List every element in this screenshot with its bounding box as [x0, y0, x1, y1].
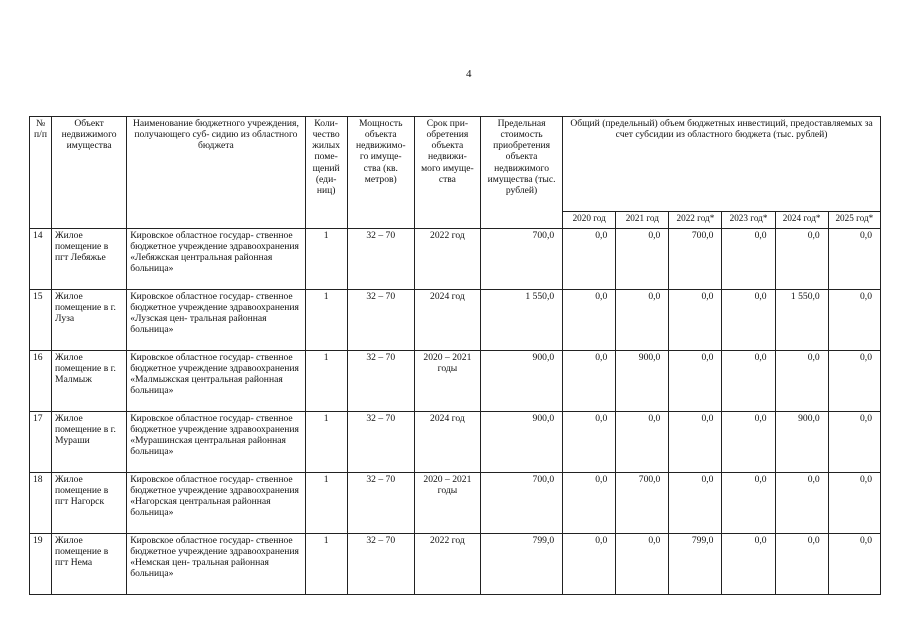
header-capacity: Мощность объекта недвижимо- го имуще- ства (кв. метров) — [347, 117, 414, 229]
cell-year-value: 0,0 — [722, 290, 775, 351]
cell-quantity: 1 — [305, 534, 347, 595]
budget-investments-table — [29, 116, 881, 595]
cell-year-value: 0,0 — [563, 351, 616, 412]
header-year: 2022 год* — [669, 212, 722, 229]
cell-year-value: 0,0 — [563, 412, 616, 473]
table-row — [30, 290, 881, 351]
cell-institution: Кировское областное государ- ственное бюджетное учреждение здравоохранения «Немская цен- тральная районная больница» — [127, 534, 305, 595]
cell-capacity: 32 – 70 — [347, 534, 414, 595]
header-year: 2020 год — [563, 212, 616, 229]
cell-num: 17 — [30, 412, 52, 473]
cell-cost: 900,0 — [480, 412, 562, 473]
cell-institution: Кировское областное государ- ственное бюджетное учреждение здравоохранения «Лебяжская центральная районная больница» — [127, 229, 305, 290]
table-row — [30, 534, 881, 595]
cell-num: 19 — [30, 534, 52, 595]
cell-institution: Кировское областное государ- ственное бюджетное учреждение здравоохранения «Мурашинская центральная районная больница» — [127, 412, 305, 473]
cell-object: Жилое помещение в г. Мураши — [52, 412, 127, 473]
cell-year-value: 0,0 — [775, 229, 828, 290]
cell-institution: Кировское областное государ- ственное бюджетное учреждение здравоохранения «Лузская цен- тральная районная больница» — [127, 290, 305, 351]
cell-year-value: 0,0 — [616, 290, 669, 351]
cell-year-value: 0,0 — [828, 229, 880, 290]
cell-object: Жилое помещение в пгт Нема — [52, 534, 127, 595]
cell-object: Жилое помещение в г. Малмыж — [52, 351, 127, 412]
cell-capacity: 32 – 70 — [347, 473, 414, 534]
cell-institution: Кировское областное государ- ственное бюджетное учреждение здравоохранения «Малмыжская центральная районная больница» — [127, 351, 305, 412]
cell-year-value: 799,0 — [669, 534, 722, 595]
table-row — [30, 412, 881, 473]
cell-year-value: 0,0 — [616, 229, 669, 290]
header-investments: Общий (предельный) объем бюджетных инвестиций, предоставляемых за счет субсидии из областного бюджета (тыс. рублей) — [563, 117, 881, 212]
header-quantity: Коли- чество жилых поме- щений (еди- ниц) — [305, 117, 347, 229]
cell-quantity: 1 — [305, 473, 347, 534]
cell-object: Жилое помещение в пгт Лебяжье — [52, 229, 127, 290]
cell-year-value: 0,0 — [828, 412, 880, 473]
cell-num: 14 — [30, 229, 52, 290]
cell-year-value: 0,0 — [669, 473, 722, 534]
cell-capacity: 32 – 70 — [347, 351, 414, 412]
cell-cost: 799,0 — [480, 534, 562, 595]
cell-cost: 1 550,0 — [480, 290, 562, 351]
cell-object: Жилое помещение в пгт Нагорск — [52, 473, 127, 534]
header-institution: Наименование бюджетного учреждения, получающего суб- сидию из областного бюджета — [127, 117, 305, 229]
cell-year-value: 0,0 — [669, 351, 722, 412]
cell-capacity: 32 – 70 — [347, 290, 414, 351]
cell-year-value: 0,0 — [722, 534, 775, 595]
cell-year-value: 0,0 — [616, 534, 669, 595]
cell-year-value: 0,0 — [775, 473, 828, 534]
cell-year-value: 0,0 — [828, 473, 880, 534]
cell-institution: Кировское областное государ- ственное бюджетное учреждение здравоохранения «Нагорская центральная районная больница» — [127, 473, 305, 534]
cell-year-value: 0,0 — [828, 351, 880, 412]
cell-year-value: 0,0 — [669, 290, 722, 351]
cell-year-value: 0,0 — [722, 229, 775, 290]
cell-term: 2022 год — [414, 534, 480, 595]
cell-quantity: 1 — [305, 290, 347, 351]
cell-num: 15 — [30, 290, 52, 351]
cell-year-value: 0,0 — [563, 473, 616, 534]
cell-year-value: 700,0 — [669, 229, 722, 290]
cell-year-value: 0,0 — [775, 351, 828, 412]
cell-year-value: 0,0 — [722, 351, 775, 412]
cell-term: 2020 – 2021 годы — [414, 351, 480, 412]
cell-year-value: 700,0 — [616, 473, 669, 534]
cell-year-value: 900,0 — [616, 351, 669, 412]
cell-year-value: 0,0 — [828, 534, 880, 595]
cell-year-value: 0,0 — [616, 412, 669, 473]
cell-year-value: 900,0 — [775, 412, 828, 473]
table-row — [30, 229, 881, 290]
header-year: 2021 год — [616, 212, 669, 229]
table-header-row — [30, 117, 881, 212]
cell-year-value: 0,0 — [722, 473, 775, 534]
cell-cost: 700,0 — [480, 229, 562, 290]
cell-num: 16 — [30, 351, 52, 412]
header-term: Срок при- обретения объекта недвижи- мого имуще- ства — [414, 117, 480, 229]
cell-cost: 900,0 — [480, 351, 562, 412]
cell-term: 2024 год — [414, 290, 480, 351]
cell-year-value: 0,0 — [722, 412, 775, 473]
table-row — [30, 473, 881, 534]
cell-year-value: 0,0 — [828, 290, 880, 351]
cell-quantity: 1 — [305, 412, 347, 473]
cell-capacity: 32 – 70 — [347, 229, 414, 290]
cell-term: 2020 – 2021 годы — [414, 473, 480, 534]
table-row — [30, 351, 881, 412]
header-year: 2025 год* — [828, 212, 880, 229]
header-num: № п/п — [30, 117, 52, 229]
header-cost: Предельная стоимость приобретения объекта недвижимого имущества (тыс. рублей) — [480, 117, 562, 229]
cell-year-value: 0,0 — [775, 534, 828, 595]
page-number: 4 — [466, 68, 472, 80]
header-object: Объект недвижимого имущества — [52, 117, 127, 229]
cell-year-value: 0,0 — [563, 534, 616, 595]
cell-year-value: 0,0 — [669, 412, 722, 473]
cell-term: 2024 год — [414, 412, 480, 473]
cell-year-value: 0,0 — [563, 290, 616, 351]
cell-num: 18 — [30, 473, 52, 534]
cell-object: Жилое помещение в г. Луза — [52, 290, 127, 351]
cell-term: 2022 год — [414, 229, 480, 290]
cell-year-value: 1 550,0 — [775, 290, 828, 351]
cell-quantity: 1 — [305, 229, 347, 290]
header-year: 2024 год* — [775, 212, 828, 229]
header-year: 2023 год* — [722, 212, 775, 229]
cell-quantity: 1 — [305, 351, 347, 412]
cell-year-value: 0,0 — [563, 229, 616, 290]
cell-cost: 700,0 — [480, 473, 562, 534]
cell-capacity: 32 – 70 — [347, 412, 414, 473]
